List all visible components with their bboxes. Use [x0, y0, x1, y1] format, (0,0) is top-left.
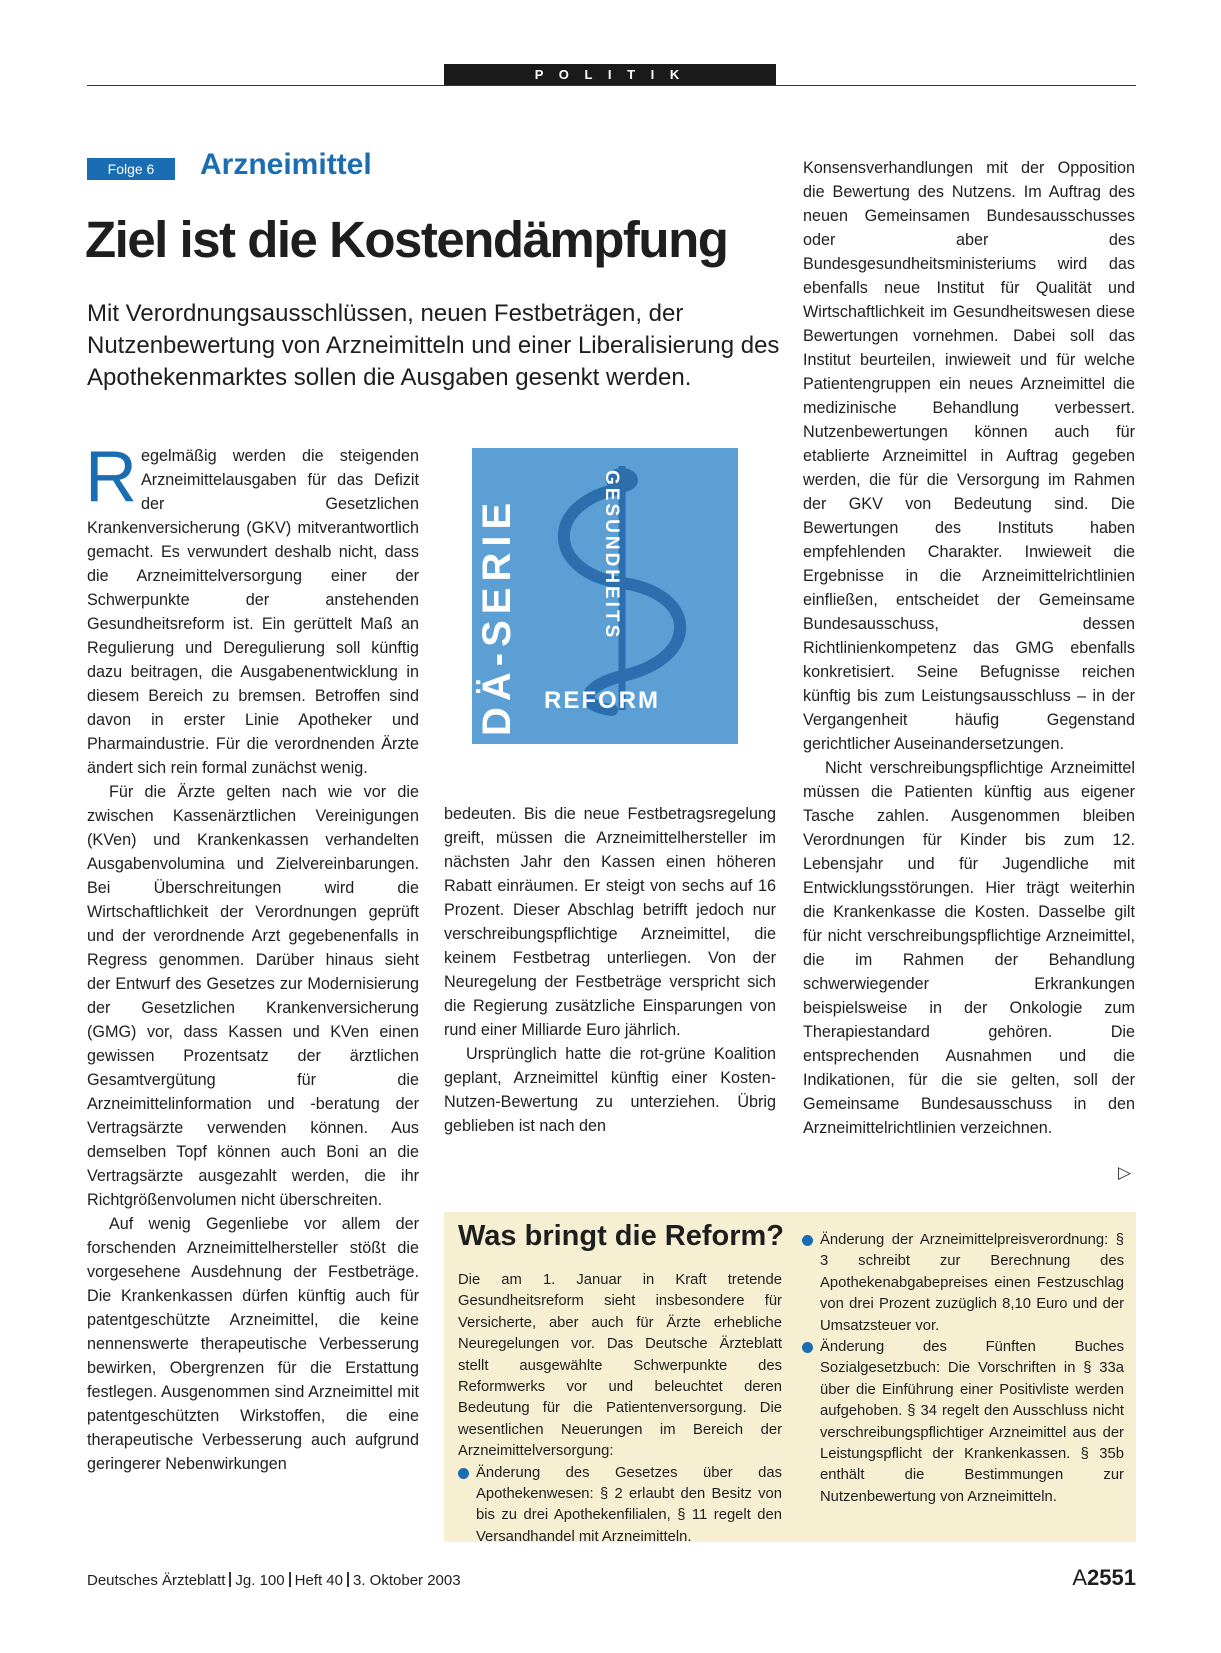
logo-side-text: DÄ-SERIE [475, 496, 519, 736]
info-box-bullet [802, 1337, 1124, 1508]
logo-vertical-text: GESUNDHEITS [601, 470, 622, 641]
info-box-bullet [458, 1463, 782, 1549]
info-box-left-column [458, 1270, 782, 1548]
paragraph: Nicht verschreibungspflichtige Arzneimittel müssen die Patienten künftig aus eigener Tasche zahlen. Ausgenommen bleiben Verordnungen für Kinder bis zum 12. Lebensjahr und für Jugendliche mit Entwicklungsstörungen. Hier trägt weiterhin die Krankenkasse die Kosten. Dasselbe gilt für nicht verschreibungspflichtige Arzneimittel, die im Rahmen der Behandlung schwerwiegender Erkrankungen beispielsweise in der Onkologie zum Therapiestandard gehören. Die entsprechenden Ausnahmen und die Indikationen, für die sie gelten, soll der Gemeinsame Bundesausschuss in den Arzneimittelrichtlinien verzeichnen. [803, 759, 1135, 1137]
divider [347, 1572, 349, 1587]
footer-volume: Jg. 100 [235, 1572, 285, 1589]
header-rule [87, 85, 1136, 86]
info-box [444, 1212, 1136, 1545]
article-column-3 [803, 156, 1135, 1140]
series-logo [472, 448, 738, 744]
footer-issue: Heft 40 [294, 1572, 343, 1589]
bullet-text: Änderung des Gesetzes über das Apothekenwesen: § 2 erlaubt den Besitz von bis zu drei Apothekenfilialen, § 11 regelt den Versandhandel mit Arzneimitteln. [476, 1464, 782, 1545]
info-box-intro: Die am 1. Januar in Kraft tretende Gesundheitsreform sieht insbesondere für Versicherte, aber auch für Ärzte erhebliche Neuregelungen vor. Das Deutsche Ärzteblatt stellt ausgewählte Schwerpunkte des Reformwerks vor und beleuchtet deren Bedeutung für die Patientenversorgung. Die wesentlichen Neuerungen im Bereich der Arzneimittelversorgung: [458, 1272, 782, 1460]
caduceus-icon [472, 448, 738, 744]
divider [229, 1572, 231, 1587]
bullet-text: Änderung des Fünften Buches Sozialgesetzbuch: Die Vorschriften in § 33a über die Einführung einer Positivliste werden aufgehoben. § 34 regelt den Ausschluss nicht verschreibungspflichtiger Arzneimittel aus der Leistungspflicht der Krankenkassen. § 35b enthält die Bestimmungen zur Nutzenbewertung von Arzneimitteln. [820, 1339, 1124, 1505]
page-prefix: A [1072, 1565, 1088, 1590]
footer-journal: Deutsches Ärzteblatt [87, 1572, 226, 1589]
footer-date: 3. Oktober 2003 [353, 1572, 461, 1589]
section-label: P O L I T I K [444, 64, 776, 85]
footer-citation [87, 1572, 461, 1589]
info-box-bullet [802, 1230, 1124, 1337]
series-label: Folge 6 [87, 158, 175, 180]
bullet-icon [458, 1468, 469, 1479]
article-column-2 [444, 802, 776, 1138]
page-number [1072, 1565, 1136, 1591]
article-standfirst: Mit Verordnungsausschlüssen, neuen Festbeträgen, der Nutzenbewertung von Arzneimitteln und einer Liberalisierung des Apothekenmarktes sollen die Ausgaben gesenkt werden. [87, 300, 780, 391]
info-box-title: Was bringt die Reform? [458, 1220, 784, 1252]
divider [289, 1572, 291, 1587]
continue-arrow-icon: ▷ [1118, 1163, 1132, 1182]
paragraph-text: egelmäßig werden die steigenden Arzneimittelausgaben für das Defizit der Gesetzlichen Krankenversicherung (GKV) mitverantwortlich gemacht. Es verwundert deshalb nicht, dass die Arzneimittelversorgung einer der Schwerpunkte der anstehenden Gesundheitsreform ist. Ein gerüttelt Maß an Regulierung und Deregulierung soll künftig dazu beitragen, die Ausgabenentwicklung in diesem Bereich zu bremsen. Betroffen sind davon in erster Linie Apotheker und Pharmaindustrie. Für die verordnenden Ärzte ändert sich rein formal zunächst wenig. [87, 447, 419, 777]
paragraph: bedeuten. Bis die neue Festbetragsregelung greift, müssen die Arzneimittelhersteller im nächsten Jahr den Kassen einen höheren Rabatt einräumen. Er steigt von sechs auf 16 Prozent. Dieser Abschlag betrifft jedoch nur verschreibungspflichtige Arzneimittel, die keinem Festbetrag unterliegen. Von der Neuregelung der Festbeträge verspricht sich die Regierung zusätzliche Einsparungen von rund einer Milliarde Euro jährlich. [444, 805, 776, 1039]
article-column-1 [85, 437, 419, 1476]
article-headline: Ziel ist die Kostendämpfung [85, 211, 728, 268]
dropcap: R [85, 437, 137, 517]
bullet-icon [802, 1235, 813, 1246]
paragraph: Konsensverhandlungen mit der Opposition die Bewertung des Nutzens. Im Auftrag des neuen Gemeinsamen Bundesausschusses oder aber des Bundesgesundheitsministeriums wird das ebenfalls neue Institut für Qualität und Wirtschaftlichkeit im Gesundheitswesen diese Bewertungen vornehmen. Dabei soll das Institut beurteilen, inwieweit und für welche Patientengruppen ein neues Arzneimittel die medizinische Behandlung verbessert. Nutzenbewertungen können auch für etablierte Arzneimittel in Auftrag gegeben werden, die für die Versorgung im Rahmen der GKV von Bedeutung sind. Die Bewertungen des Instituts haben empfehlenden Charakter. Inwieweit die Ergebnisse in die Arzneimittelrichtlinien einfließen, entscheidet der Gemeinsame Bundesausschuss, dessen Richtlinienkompetenz das GMG ebenfalls konkretisiert. Seine Befugnisse reichen künftig bis zum Leistungsausschluss – in der Vergangenheit häufig Gegenstand gerichtlicher Auseinandersetzungen. [803, 159, 1135, 753]
bullet-text: Änderung der Arzneimittelpreisverordnung: § 3 schreibt zur Berechnung des Apothekenabgabepreises einen Festzuschlag von drei Prozent zuzüglich 8,10 Euro und der Umsatzsteuer vor. [820, 1232, 1124, 1334]
paragraph: Für die Ärzte gelten nach wie vor die zwischen Kassenärztlichen Vereinigungen (KVen) und Krankenkassen verhandelten Ausgabenvolumina und Zielvereinbarungen. Bei Überschreitungen wird die Wirtschaftlichkeit der Verordnungen geprüft und der verordnende Arzt gegebenenfalls in Regress genommen. Darüber hinaus sieht der Entwurf des Gesetzes zur Modernisierung der Gesetzlichen Krankenversicherung (GMG) vor, dass Kassen und KVen einen gewissen Prozentsatz der ärztlichen Gesamtvergütung für die Arzneimittelinformation und -beratung der Vertragsärzte verwenden können. Aus demselben Topf können auch Boni an die Vertragsärzte ausgezahlt werden, die ihr Richtgrößenvolumen nicht überschreiten. [87, 783, 419, 1209]
paragraph: Auf wenig Gegenliebe vor allem der forschenden Arzneimittelhersteller stößt die vorgesehene Ausdehnung der Festbeträge. Die Krankenkassen dürfen künftig auch für patentgeschützte Arzneimittel, die keine nennenswerte therapeutische Verbesserung bewirken, Obergrenzen für die Erstattung festlegen. Ausgenommen sind Arzneimittel mit patentgeschützten Wirkstoffen, die eine therapeutische Verbesserung auch aufgrund geringerer Nebenwirkungen [87, 1215, 419, 1473]
page-number-value: 2551 [1087, 1565, 1136, 1590]
logo-bottom-text: REFORM [544, 687, 660, 714]
bullet-icon [802, 1342, 813, 1353]
paragraph [85, 437, 419, 780]
article-kicker: Arzneimittel [200, 148, 372, 181]
paragraph: Ursprünglich hatte die rot-grüne Koalition geplant, Arzneimittel künftig einer Kosten-Nutzen-Bewertung zu unterziehen. Übrig geblieben ist nach den [444, 1045, 776, 1135]
info-box-right-column [802, 1230, 1124, 1508]
